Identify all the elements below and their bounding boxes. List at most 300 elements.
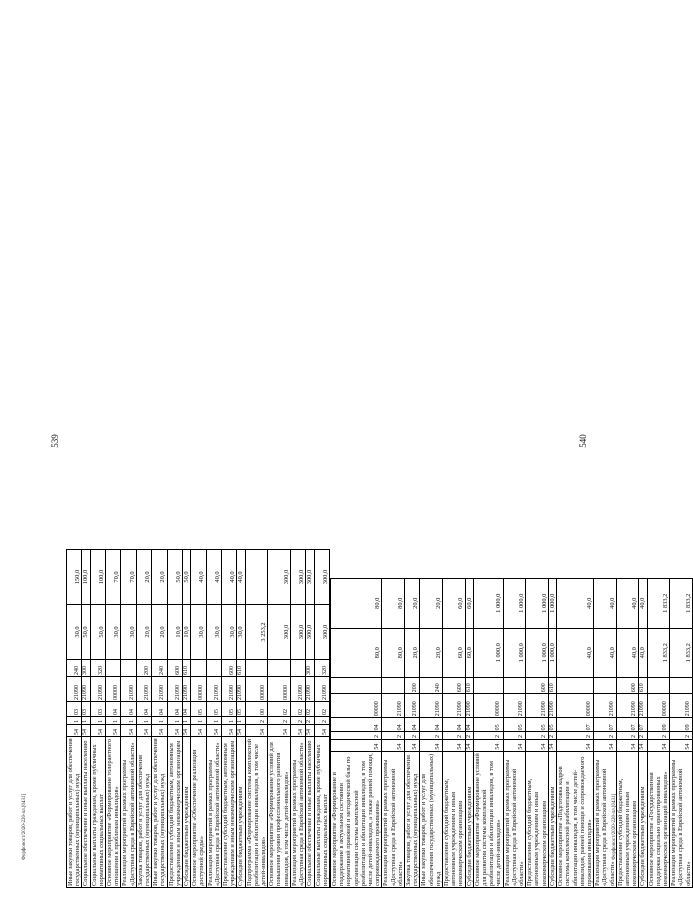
row-expense-type: [268, 660, 291, 677]
row-program-code: 54: [268, 725, 291, 737]
row-subprogram-code: 2: [647, 732, 670, 740]
row-activity-code: 05: [503, 718, 526, 732]
row-subprogram-code: 2: [382, 732, 405, 740]
row-value-year-2: 20,0: [405, 579, 420, 629]
row-value-year-2: 100,0: [82, 550, 90, 605]
row-name: Реализация мероприятий в рамках программы «Доступная среда в Еврейской автономной области»: [670, 751, 693, 887]
row-direction-code: 21090: [67, 677, 82, 702]
table-row: [647, 579, 670, 888]
table-row: [443, 579, 466, 888]
row-expense-type: [382, 677, 405, 693]
row-program-code: 54: [382, 740, 405, 752]
table-row: [106, 550, 121, 888]
row-name: Основное мероприятие «Формирование условий для развития системы комплексной реабилитации и абилитации инвалидов, в том числе детей-инвалидов»: [473, 751, 503, 887]
row-name: Основное мероприятие «Подготовка кадров системы комплексной реабилитации и абилитации инвалидов, в том числе детей-инвалидов, ранней помощи и сопровождаемого проживания инвалидов»: [557, 751, 594, 887]
row-activity-code: 00: [245, 702, 268, 717]
table-row: [670, 579, 693, 888]
table-row: [152, 550, 167, 888]
row-expense-type: 240: [67, 660, 82, 677]
row-value-year-1: 20,0: [420, 628, 443, 677]
row-expense-type: 300: [82, 660, 90, 677]
row-subprogram-code: 1: [152, 717, 167, 725]
row-name: Предоставление субсидий бюджетным, автономным учреждениям и иным некоммерческим организациям: [167, 737, 182, 888]
row-direction-code: 21090: [136, 677, 151, 702]
row-activity-code: 03: [67, 702, 82, 717]
row-direction-code: 00000: [331, 694, 382, 718]
row-value-year-2: 300,0: [268, 550, 291, 605]
row-value-year-2: 40,0: [639, 579, 647, 629]
row-subprogram-code: 1: [90, 717, 105, 725]
row-name: Основное мероприятие «Формирование толерантного отношения к проблемам инвалидов»: [106, 737, 121, 888]
row-activity-code: 07: [639, 718, 647, 732]
row-value-year-2: 1 000,0: [473, 579, 503, 629]
row-program-code: 54: [82, 725, 90, 737]
row-value-year-1: 30,0: [67, 605, 82, 660]
table-row: [465, 579, 473, 888]
row-value-year-1: 1 000,0: [503, 628, 526, 677]
row-value-year-2: 70,0: [121, 550, 136, 605]
row-value-year-1: 40,0: [557, 628, 594, 677]
row-value-year-2: 40,0: [237, 550, 245, 605]
row-program-code: 54: [670, 740, 693, 752]
row-subprogram-code: 2: [405, 732, 420, 740]
row-program-code: 54: [548, 740, 556, 752]
row-program-code: 54: [526, 740, 549, 752]
row-value-year-1: 20,0: [136, 605, 151, 660]
table-row: [90, 550, 105, 888]
row-subprogram-code: 1: [136, 717, 151, 725]
table-row: [82, 550, 90, 888]
row-activity-code: 04: [152, 702, 167, 717]
row-value-year-2: 300,0: [290, 550, 305, 605]
row-value-year-1: 30,0: [206, 605, 221, 660]
row-expense-type: 610: [465, 677, 473, 693]
table-row: [594, 579, 617, 888]
row-subprogram-code: 2: [473, 732, 503, 740]
row-direction-code: 21090: [206, 677, 221, 702]
table-row: [616, 579, 639, 888]
table-row: [206, 550, 221, 888]
row-activity-code: 02: [314, 702, 329, 717]
row-name: Иные закупки товаров, работ и услуг для обеспечения государственных (муниципальных) нужд: [152, 738, 167, 886]
row-name: Предоставление субсидий бюджетным, автономным учреждениям и иным некоммерческим организациям: [526, 751, 549, 887]
row-direction-code: 00000: [473, 694, 503, 718]
table-row: [306, 550, 314, 888]
row-expense-type: 600: [443, 677, 466, 693]
row-activity-code: 04: [465, 718, 473, 732]
row-activity-code: 04: [136, 702, 151, 717]
row-value-year-2: 40,0: [222, 550, 237, 605]
right-page-number: 540: [577, 434, 588, 448]
row-activity-code: 04: [167, 702, 182, 717]
row-program-code: 54: [191, 725, 206, 737]
row-program-code: 54: [167, 725, 182, 737]
row-program-code: 54: [206, 725, 221, 737]
row-name: Социальные выплаты гражданам, кроме публичных нормативных социальных выплат: [314, 737, 329, 888]
table-row: [526, 579, 549, 888]
row-program-code: 54: [314, 725, 329, 737]
row-subprogram-code: 2: [306, 717, 314, 725]
row-value-year-2: 60,0: [443, 579, 466, 629]
row-value-year-1: 300,0: [306, 605, 314, 660]
row-activity-code: 05: [206, 702, 221, 717]
row-direction-code: 21090: [121, 677, 136, 702]
row-name: Социальное обеспечение и иные выплаты населению: [306, 737, 314, 888]
row-value-year-1: 300,0: [290, 605, 305, 660]
row-program-code: 54: [136, 725, 151, 737]
row-value-year-1: 40,0: [594, 628, 617, 677]
row-name: Предоставление субсидий бюджетным, автономным учреждениям и иным некоммерческим организациям: [443, 751, 466, 887]
row-name: Реализация мероприятий в рамках программы «Доступная среда в Еврейской автономной области»: [594, 751, 617, 887]
row-subprogram-code: 1: [106, 717, 121, 725]
row-expense-type: [473, 677, 503, 693]
table-row: [382, 579, 405, 888]
row-name: Реализация мероприятий в рамках программы «Доступная среда в Еврейской автономной области»: [382, 751, 405, 887]
row-activity-code: 05: [473, 718, 503, 732]
row-program-code: 54: [405, 740, 420, 752]
table-row: [237, 550, 245, 888]
row-name: Социальные выплаты гражданам, кроме публичных нормативных социальных выплат: [90, 737, 105, 888]
row-name: Закупка товаров, работ и услуг для обеспечения государственных (муниципальных) нужд: [405, 751, 420, 887]
row-value-year-1: 3 253,2: [245, 605, 268, 660]
row-value-year-1: 30,0: [222, 605, 237, 660]
row-direction-code: 21090: [465, 694, 473, 718]
row-program-code: 54: [183, 725, 191, 737]
row-subprogram-code: 2: [465, 732, 473, 740]
row-value-year-1: 40,0: [639, 628, 647, 677]
row-activity-code: 02: [268, 702, 291, 717]
row-value-year-1: 1 000,0: [526, 628, 549, 677]
row-program-code: 54: [106, 725, 121, 737]
row-expense-type: [594, 677, 617, 693]
row-value-year-1: 30,0: [237, 605, 245, 660]
table-row: [473, 579, 503, 888]
row-direction-code: 21090: [306, 677, 314, 702]
row-program-code: 54: [331, 740, 382, 752]
row-expense-type: 610: [183, 660, 191, 677]
table-row: [136, 550, 151, 888]
row-direction-code: 21090: [420, 694, 443, 718]
row-subprogram-code: 1: [222, 717, 237, 725]
row-value-year-2: 80,0: [382, 579, 405, 629]
row-expense-type: [331, 677, 382, 693]
row-value-year-2: 40,0: [191, 550, 206, 605]
row-direction-code: 21090: [90, 677, 105, 702]
row-subprogram-code: 2: [290, 717, 305, 725]
row-expense-type: 600: [222, 660, 237, 677]
row-expense-type: [290, 660, 305, 677]
table-row: [314, 550, 329, 888]
row-direction-code: 21090: [405, 694, 420, 718]
row-value-year-1: 40,0: [616, 628, 639, 677]
row-subprogram-code: 1: [191, 717, 206, 725]
table-row: [557, 579, 594, 888]
row-value-year-1: 60,0: [443, 628, 466, 677]
table-row: [405, 579, 420, 888]
row-activity-code: 04: [183, 702, 191, 717]
row-subprogram-code: 1: [183, 717, 191, 725]
row-value-year-2: 40,0: [616, 579, 639, 629]
row-value-year-2: 40,0: [594, 579, 617, 629]
row-value-year-1: 1 000,0: [548, 628, 556, 677]
row-program-code: 54: [616, 740, 639, 752]
row-value-year-2: 40,0: [206, 550, 221, 605]
left-footer: Форфоност/2020-220-лл.[0431]: [22, 793, 27, 860]
row-name: Предоставление субсидий бюджетным, автономным учреждениям и иным некоммерческим организациям: [616, 751, 639, 887]
row-value-year-1: 10,0: [167, 605, 182, 660]
row-value-year-1: 300,0: [314, 605, 329, 660]
row-direction-code: 21090: [237, 677, 245, 702]
row-value-year-2: 20,0: [420, 579, 443, 629]
row-expense-type: 610: [237, 660, 245, 677]
row-program-code: 54: [67, 725, 82, 737]
right-footer: Форфоност/2020-220-лл.[0431]: [612, 793, 617, 860]
row-expense-type: [245, 660, 268, 677]
row-value-year-2: 1 000,0: [548, 579, 556, 629]
row-program-code: 54: [306, 725, 314, 737]
row-direction-code: 00000: [191, 677, 206, 702]
row-value-year-1: 10,0: [183, 605, 191, 660]
row-activity-code: 07: [616, 718, 639, 732]
row-activity-code: 04: [420, 718, 443, 732]
row-value-year-1: 60,0: [465, 628, 473, 677]
row-program-code: 54: [557, 740, 594, 752]
row-name: Реализация мероприятий в рамках программы «Доступная среда в Еврейской автономной области»: [206, 737, 221, 888]
row-value-year-2: 80,0: [331, 579, 382, 629]
row-activity-code: 04: [443, 718, 466, 732]
row-program-code: 54: [420, 740, 443, 752]
table-row: [290, 550, 305, 888]
row-program-code: 54: [443, 740, 466, 752]
row-program-code: 54: [152, 725, 167, 737]
row-subprogram-code: 2: [557, 732, 594, 740]
row-subprogram-code: 2: [314, 717, 329, 725]
row-name: Субсидии бюджетным учреждениям: [548, 751, 556, 887]
row-program-code: 54: [237, 725, 245, 737]
row-value-year-1: 30,0: [106, 605, 121, 660]
row-subprogram-code: 2: [245, 717, 268, 725]
row-expense-type: 610: [639, 677, 647, 693]
row-direction-code: 00000: [268, 677, 291, 702]
row-activity-code: 04: [121, 702, 136, 717]
row-subprogram-code: 1: [167, 717, 182, 725]
row-value-year-1: 80,0: [382, 628, 405, 677]
row-expense-type: 600: [167, 660, 182, 677]
row-direction-code: 21090: [290, 677, 305, 702]
row-value-year-2: 1 833,2: [647, 579, 670, 629]
row-activity-code: 05: [191, 702, 206, 717]
row-subprogram-code: 2: [670, 732, 693, 740]
row-program-code: 54: [465, 740, 473, 752]
row-value-year-2: 1 000,0: [503, 579, 526, 629]
row-value-year-2: 20,0: [152, 550, 167, 605]
row-expense-type: [121, 660, 136, 677]
row-name: Субсидии бюджетным учреждениям: [237, 737, 245, 888]
row-activity-code: 05: [237, 702, 245, 717]
row-activity-code: 04: [331, 718, 382, 732]
table-row: [67, 550, 82, 888]
row-name: Иные закупки товаров, работ и услуг для обеспечения государственных (муниципальных) нужд: [420, 751, 443, 887]
row-program-code: 54: [245, 725, 268, 737]
row-value-year-1: 30,0: [121, 605, 136, 660]
row-value-year-1: 1 833,2: [670, 628, 693, 677]
row-expense-type: [557, 677, 594, 693]
row-subprogram-code: 2: [548, 732, 556, 740]
row-activity-code: 03: [90, 702, 105, 717]
row-value-year-1: 50,0: [90, 605, 105, 660]
table-row: [167, 550, 182, 888]
row-direction-code: 21090: [503, 694, 526, 718]
row-value-year-2: [245, 550, 268, 605]
row-name: Подпрограмма «Формирование системы комплексной реабилитации и абилитации инвалидов, в том числе детей-инвалидов»: [245, 737, 268, 888]
row-name: Основное мероприятие «Государственная поддержка социально ориентированных некоммерческих организаций инвалидов»: [647, 751, 670, 887]
row-activity-code: 04: [405, 718, 420, 732]
row-program-code: 54: [222, 725, 237, 737]
row-program-code: 54: [594, 740, 617, 752]
row-program-code: 54: [503, 740, 526, 752]
row-direction-code: 21090: [183, 677, 191, 702]
row-value-year-2: 1 833,2: [670, 579, 693, 629]
row-expense-type: 240: [152, 660, 167, 677]
row-value-year-2: 100,0: [90, 550, 105, 605]
table-row: [245, 550, 268, 888]
row-subprogram-code: 1: [67, 717, 82, 725]
row-subprogram-code: 1: [206, 717, 221, 725]
row-expense-type: [503, 677, 526, 693]
row-direction-code: 00000: [245, 677, 268, 702]
row-subprogram-code: 1: [82, 717, 90, 725]
row-activity-code: 09: [647, 718, 670, 732]
row-name: Субсидии бюджетным учреждениям: [639, 751, 647, 887]
row-activity-code: 05: [222, 702, 237, 717]
row-program-code: 54: [90, 725, 105, 737]
row-expense-type: 320: [314, 660, 329, 677]
row-value-year-1: 50,0: [82, 605, 90, 660]
row-subprogram-code: 2: [268, 717, 291, 725]
row-expense-type: 200: [136, 660, 151, 677]
row-direction-code: 21090: [594, 694, 617, 718]
row-direction-code: 00000: [106, 677, 121, 702]
table-row: [222, 550, 237, 888]
row-value-year-1: 1 000,0: [473, 628, 503, 677]
row-expense-type: 300: [306, 660, 314, 677]
table-row: [639, 579, 647, 888]
row-direction-code: 21090: [314, 677, 329, 702]
table-row: [191, 550, 206, 888]
row-subprogram-code: 2: [443, 732, 466, 740]
row-subprogram-code: 2: [503, 732, 526, 740]
row-value-year-2: 50,0: [167, 550, 182, 605]
row-activity-code: 04: [382, 718, 405, 732]
row-program-code: 54: [639, 740, 647, 752]
row-expense-type: 600: [616, 677, 639, 693]
row-value-year-2: 300,0: [306, 550, 314, 605]
row-name: Основное мероприятие «Формирование условий для повышения уровня профессионального развития инвалидов, в том числе детей-инвалидов»: [268, 737, 291, 888]
row-name: Основное мероприятие «Формирование и поддержание в актуальном состоянии нормативной правовой и методической базы по организации системы комплексной реабилитации и абилитации инвалидов, в том числе детей-инвалидов, а также ранней помощи, сопровождаемого проживания»: [331, 751, 382, 887]
row-direction-code: 21090: [526, 694, 549, 718]
row-expense-type: [191, 660, 206, 677]
table-row: [183, 550, 191, 888]
row-direction-code: 00000: [647, 694, 670, 718]
table-row: [420, 579, 443, 888]
table-row: [121, 550, 136, 888]
row-value-year-1: 1 833,2: [647, 628, 670, 677]
row-expense-type: 200: [405, 677, 420, 693]
row-name: Закупка товаров, работ и услуг для обеспечения государственных (муниципальных) нужд: [136, 737, 151, 888]
row-expense-type: [106, 660, 121, 677]
row-value-year-2: 150,0: [67, 550, 82, 605]
row-direction-code: 00000: [557, 694, 594, 718]
row-activity-code: 05: [548, 718, 556, 732]
row-activity-code: 07: [557, 718, 594, 732]
row-value-year-1: 80,0: [331, 628, 382, 677]
row-name: Субсидии бюджетным учреждениям: [465, 751, 473, 887]
row-value-year-2: 1 000,0: [526, 579, 549, 629]
row-subprogram-code: 2: [616, 732, 639, 740]
row-direction-code: 21090: [548, 694, 556, 718]
table-row: [503, 579, 526, 888]
row-value-year-2: 300,0: [314, 550, 329, 605]
row-value-year-1: 20,0: [152, 605, 167, 660]
row-subprogram-code: 1: [237, 717, 245, 725]
row-direction-code: 21090: [639, 694, 647, 718]
row-expense-type: [647, 677, 670, 693]
row-subprogram-code: 2: [639, 732, 647, 740]
row-activity-code: 03: [82, 702, 90, 717]
row-name: Иные закупки товаров, работ и услуг для обеспечения государственных (муниципальных) нужд: [67, 738, 82, 886]
row-expense-type: [670, 677, 693, 693]
left-page-number: 539: [49, 434, 60, 448]
row-name: Предоставление субсидий бюджетным, автономным учреждениям и иным некоммерческим организациям: [222, 737, 237, 888]
table-row: [268, 550, 291, 888]
row-value-year-2: 20,0: [136, 550, 151, 605]
row-value-year-1: 300,0: [268, 605, 291, 660]
row-name: Социальное обеспечение и иные выплаты населению: [82, 737, 90, 888]
row-name: Реализация мероприятий в рамках программы «Доступная среда в Еврейской автономной области»: [121, 737, 136, 888]
row-value-year-1: 30,0: [191, 605, 206, 660]
row-activity-code: 05: [526, 718, 549, 732]
row-name: Реализация мероприятий в рамках программы «Доступная среда в Еврейской автономной области»: [290, 737, 305, 888]
row-direction-code: 21090: [670, 694, 693, 718]
row-direction-code: 21090: [616, 694, 639, 718]
row-program-code: 54: [473, 740, 503, 752]
row-activity-code: 07: [594, 718, 617, 732]
row-expense-type: 600: [526, 677, 549, 693]
left-budget-table: [66, 549, 330, 888]
row-activity-code: 02: [290, 702, 305, 717]
row-activity-code: 02: [306, 702, 314, 717]
row-activity-code: 04: [106, 702, 121, 717]
table-row: [548, 579, 556, 888]
row-subprogram-code: 1: [121, 717, 136, 725]
row-value-year-1: 20,0: [405, 628, 420, 677]
row-expense-type: 610: [548, 677, 556, 693]
row-program-code: 54: [290, 725, 305, 737]
row-subprogram-code: 2: [526, 732, 549, 740]
row-direction-code: 21090: [443, 694, 466, 718]
right-budget-table: [330, 578, 693, 888]
row-subprogram-code: 2: [331, 732, 382, 740]
row-value-year-2: 70,0: [106, 550, 121, 605]
row-expense-type: [206, 660, 221, 677]
row-value-year-2: 50,0: [183, 550, 191, 605]
row-direction-code: 21090: [167, 677, 182, 702]
row-program-code: 54: [647, 740, 670, 752]
row-expense-type: 240: [420, 677, 443, 693]
row-direction-code: 21090: [382, 694, 405, 718]
row-direction-code: 21090: [82, 677, 90, 702]
row-activity-code: 09: [670, 718, 693, 732]
